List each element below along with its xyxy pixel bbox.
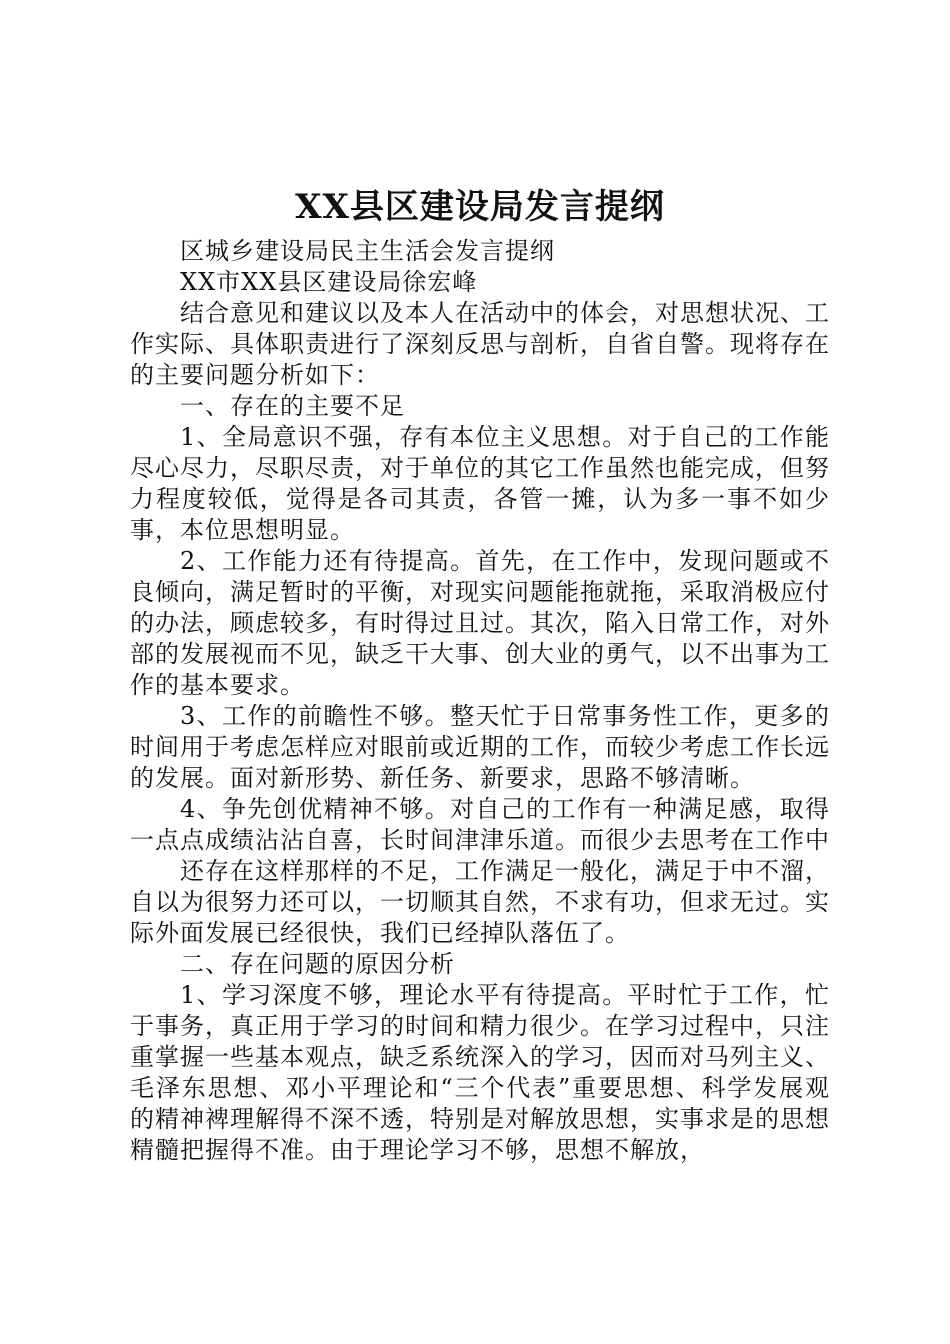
body-paragraph: 还存在这样那样的不足，工作满足一般化，满足于中不溜，自以为很努力还可以，一切顺其自然，不求有功，但求无过。实际外面发展已经很快，我们已经掉队落伍了。 [130,857,830,947]
section-heading-2: 二、存在问题的原因分析 [180,950,455,978]
document-page [130,182,830,1166]
section-heading-1: 一、存在的主要不足 [180,392,405,420]
subtitle-paragraph: 区城乡建设局民主生活会发言提纲 [180,237,555,265]
body-paragraph: 1、学习深度不够，理论水平有待提高。平时忙于工作，忙于事务，真正用于学习的时间和精力很少。在学习过程中，只注重掌握一些基本观点，缺乏系统深入的学习，因而对马列主义、毛泽东思想、邓小平理论和“三个代表”重要思想、科学发展观的精神裨理解得不深不透，特别是对解放思想，实事求是的思想精髓把握得不准。由于理论学习不够，思想不解放， [130,981,830,1164]
document-title: XX县区建设局发言提纲 [295,187,665,227]
intro-paragraph: 结合意见和建议以及本人在活动中的体会，对思想状况、工作实际、具体职责进行了深刻反思与剖析，自省自警。现将存在的主要问题分析如下： [130,299,830,389]
body-paragraph: 4、争先创优精神不够。对自己的工作有一种满足感，取得一点点成绩沾沾自喜，长时间津津乐道。而很少去思考在工作中 [130,795,830,854]
body-paragraph: 3、工作的前瞻性不够。整天忙于日常事务性工作，更多的时间用于考虑怎样应对眼前或近期的工作，而较少考虑工作长远的发展。面对新形势、新任务、新要求，思路不够清晰。 [130,702,830,792]
body-paragraph: 2、工作能力还有待提高。首先，在工作中，发现问题或不良倾向，满足暂时的平衡，对现实问题能拖就拖，采取消极应付的办法，顾虑较多，有时得过且过。其次，陷入日常工作，对外部的发展视而不见，缺乏干大事、创大业的勇气，以不出事为工作的基本要求。 [130,547,830,699]
author-paragraph: XX市XX县区建设局徐宏峰 [180,268,478,296]
body-paragraph: 1、全局意识不强，存有本位主义思想。对于自己的工作能尽心尽力，尽职尽责，对于单位的其它工作虽然也能完成，但努力程度较低，觉得是各司其责，各管一摊，认为多一事不如少事，本位思想明显。 [130,423,830,544]
